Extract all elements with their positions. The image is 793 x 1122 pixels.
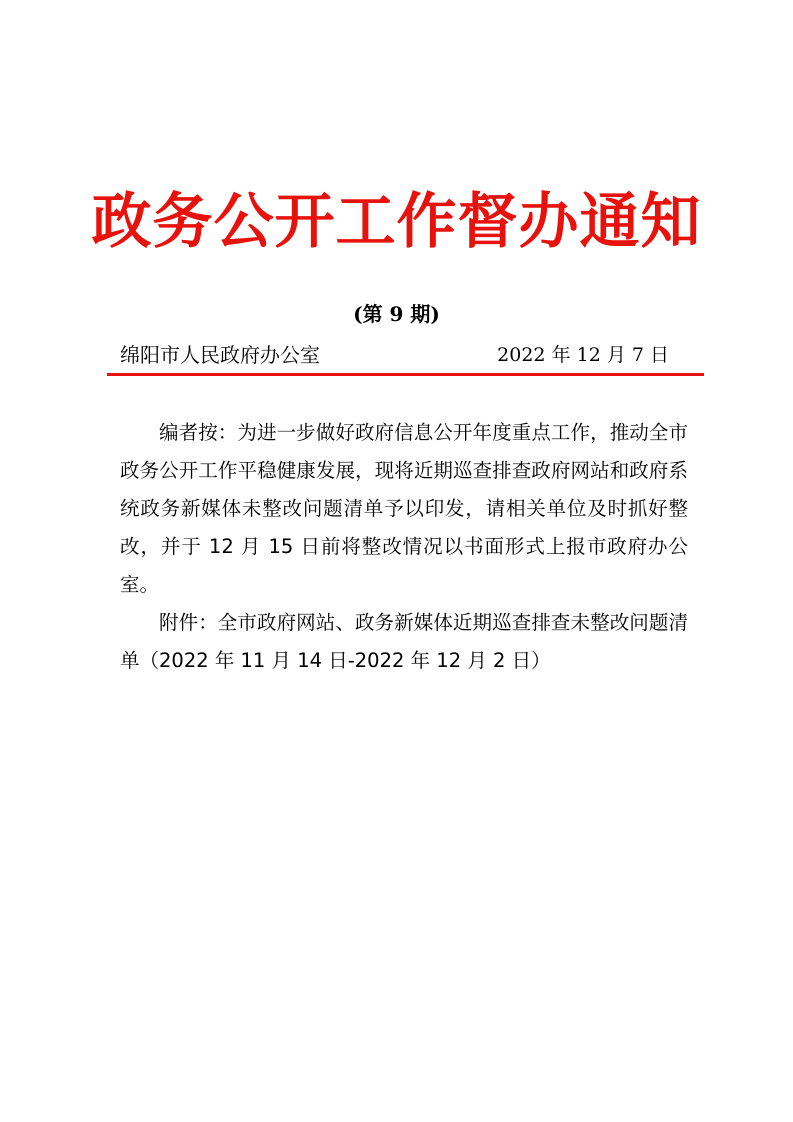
issue-date: 2022 年 12 月 7 日 <box>497 344 669 366</box>
attachment-paragraph: 附件：全市政府网站、政务新媒体近期巡查排查未整改问题清单（2022 年 11 月 14 日-2022 年 12 月 2 日） <box>120 611 688 672</box>
editor-note-paragraph: 编者按：为进一步做好政府信息公开年度重点工作，推动全市政务公开工作平稳健康发展，现将近期巡查排查政府网站和政府系统政务新媒体未整改问题清单予以印发，请相关单位及时抓好整改，并于 12 月 15 日前将整改情况以书面形式上报市政府办公室。 <box>120 421 688 596</box>
issue-number: (第 9 期) <box>353 302 440 326</box>
masthead-title: 政务公开工作督办通知 <box>91 187 702 257</box>
issuer-name: 绵阳市人民政府办公室 <box>120 343 320 367</box>
document-body <box>120 414 688 680</box>
red-separator-line <box>107 373 704 376</box>
